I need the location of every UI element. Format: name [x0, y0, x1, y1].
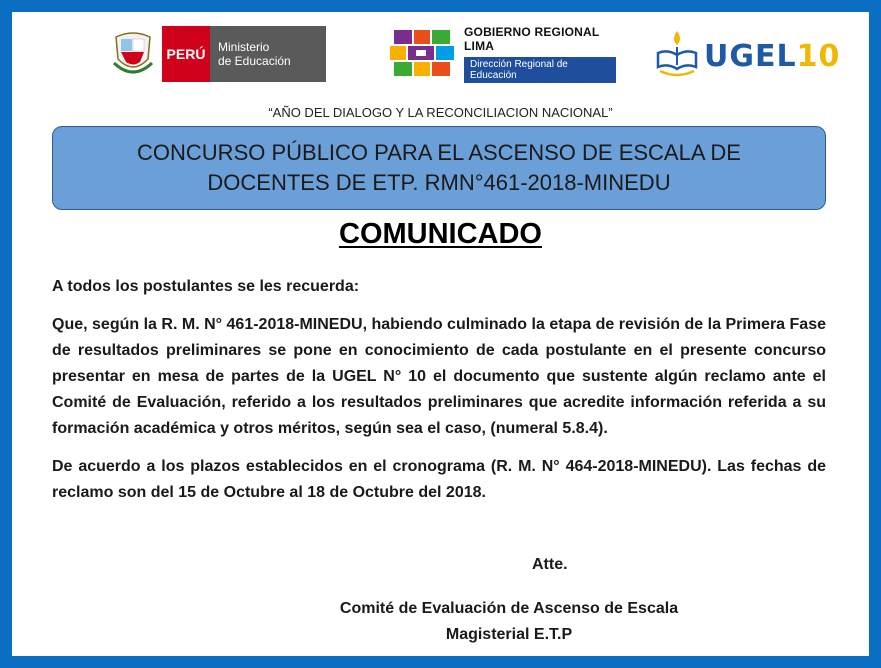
minedu-logo: [112, 25, 334, 83]
banner-line-2: DOCENTES DE ETP. RMN°461-2018-MINEDU: [207, 170, 671, 195]
contest-banner: [52, 126, 826, 210]
year-motto: “AÑO DEL DIALOGO Y LA RECONCILIACION NACIONAL”: [268, 105, 613, 120]
ugel-number: 10: [796, 38, 841, 74]
notice-body: [52, 274, 826, 518]
coat-of-arms-icon: [112, 29, 154, 79]
committee-signature: [212, 596, 806, 648]
book-icon: [654, 29, 700, 84]
ugel-wordmark: [704, 39, 840, 74]
ugel-word: UGEL: [704, 38, 797, 74]
ministerio-line1: Ministerio: [218, 40, 270, 54]
committee-line-1: Comité de Evaluación de Ascenso de Escala: [339, 600, 679, 617]
signoff: Atte.: [532, 556, 568, 573]
page-title-text: COMUNICADO: [339, 218, 542, 250]
logo-row: [12, 12, 869, 102]
ministerio-label: [210, 26, 326, 82]
gobierno-regional-logo: [386, 24, 616, 84]
direccion-regional-subtitle: Dirección Regional de Educación: [464, 57, 616, 83]
committee-line-2: Magisterial E.T.P: [445, 626, 573, 643]
paragraph-1: Que, según la R. M. N° 461-2018-MINEDU, habiendo culminado la etapa de revisión de la Primera Fase de resultados preliminares se pone en conocimiento de cada postulante en el presente concurso presentar en mesa de partes de la UGEL N° 10 el documento que sustente algún reclamo ante el Comité de Evaluación, referido a los resultados preliminares que acredite información referida a su formación académica y otros méritos, según sea el caso, (numeral 5.8.4).: [52, 316, 826, 437]
ugel-logo: [654, 26, 841, 86]
gobierno-regional-mark-icon: [386, 26, 458, 82]
gobierno-regional-title: GOBIERNO REGIONAL LIMA: [464, 25, 600, 53]
banner-line-1: CONCURSO PÚBLICO PARA EL ASCENSO DE ESCALA DE: [137, 140, 741, 165]
ministerio-line2: de Educación: [218, 54, 291, 68]
page-title: [12, 218, 869, 251]
peru-label: PERÚ: [162, 26, 210, 82]
paragraph-2: De acuerdo a los plazos establecidos en el cronograma (R. M. N° 464-2018-MINEDU). Las fechas de reclamo son del 15 de Octubre al 18 de Octubre del 2018.: [52, 458, 826, 501]
greeting: A todos los postulantes se les recuerda:: [52, 278, 360, 295]
